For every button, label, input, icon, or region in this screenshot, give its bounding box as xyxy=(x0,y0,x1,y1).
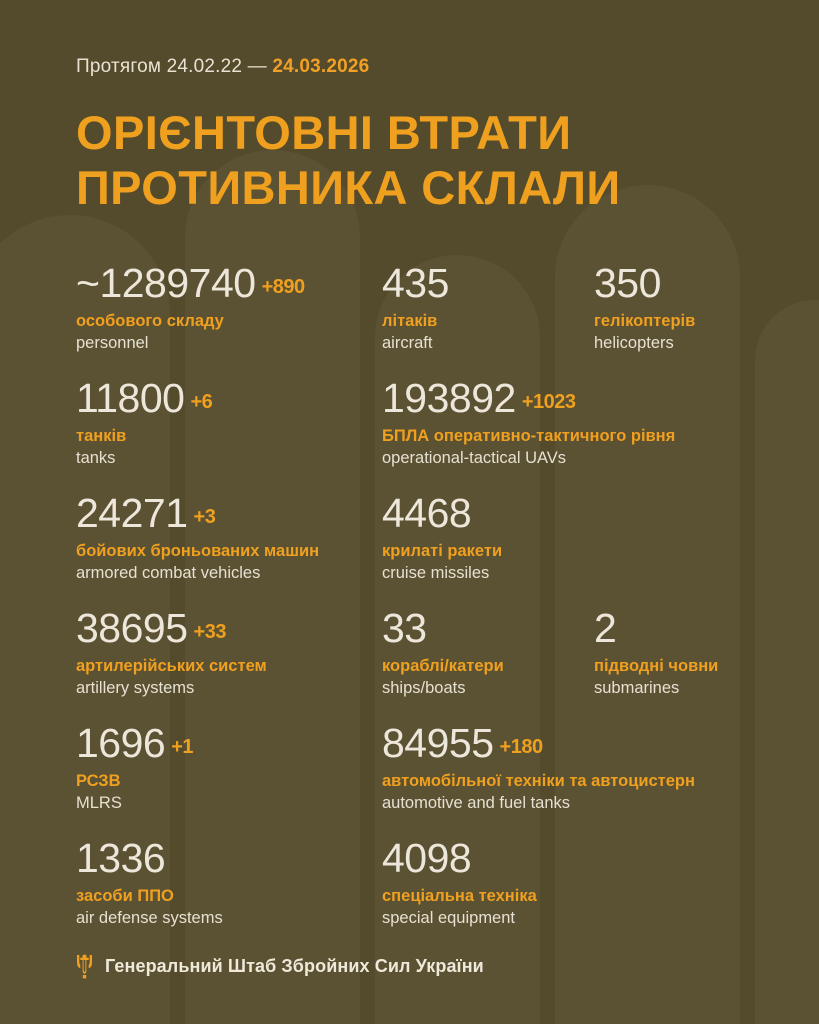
stat-value xyxy=(76,259,382,306)
stat-value xyxy=(382,722,712,765)
page-title xyxy=(76,106,759,216)
stat-label-ua: підводні човни xyxy=(594,657,719,676)
stat-item xyxy=(76,607,382,698)
period-start: Протягом 24.02.22 xyxy=(76,56,243,77)
stat-item xyxy=(76,837,382,928)
stat-label-ua: артилерійських систем xyxy=(76,657,267,676)
stat-number: 38695 xyxy=(76,605,188,652)
stats-row xyxy=(76,837,759,928)
stat-label-ua: літаків xyxy=(382,312,438,331)
title-line-1: ОРІЄНТОВНІ ВТРАТИ xyxy=(76,106,572,159)
stat-value xyxy=(382,837,712,880)
stat-value xyxy=(76,607,382,650)
stat-number: ~1289740 xyxy=(76,259,256,306)
period-dash: — xyxy=(247,56,267,77)
stat-delta: +3 xyxy=(193,506,216,529)
stat-label-en: artillery systems xyxy=(76,679,195,698)
losses-stats xyxy=(76,259,759,928)
stat-value xyxy=(594,607,794,650)
stat-item xyxy=(382,377,712,468)
stat-value xyxy=(76,837,382,880)
stat-item xyxy=(594,607,794,698)
stats-row xyxy=(76,492,759,583)
stat-label-en: automotive and fuel tanks xyxy=(382,794,571,813)
stat-item xyxy=(76,492,382,583)
trident-icon xyxy=(76,954,93,979)
stat-number: 24271 xyxy=(76,490,188,537)
period-line xyxy=(76,56,759,78)
stat-item xyxy=(594,259,794,353)
stat-value xyxy=(382,259,594,306)
stat-label-ua: засоби ППО xyxy=(76,887,174,906)
stat-value xyxy=(76,722,382,765)
stat-label-ua: кораблі/катери xyxy=(382,657,504,676)
stat-label-ua: БПЛА оперативно-тактичного рівня xyxy=(382,427,676,446)
stat-delta: +890 xyxy=(261,275,305,298)
stat-value xyxy=(594,259,794,306)
stat-delta: +180 xyxy=(499,736,543,759)
stat-value xyxy=(76,377,382,420)
stat-delta: +1023 xyxy=(521,391,576,414)
stat-label-ua: крилаті ракети xyxy=(382,542,503,561)
stat-number: 4098 xyxy=(382,835,472,882)
stat-number: 11800 xyxy=(76,375,185,422)
stats-row xyxy=(76,259,759,353)
stat-label-ua: танків xyxy=(76,427,127,446)
stat-label-en: cruise missiles xyxy=(382,564,490,583)
stat-label-ua: автомобільної техніки та автоцистерн xyxy=(382,772,695,791)
stat-label-en: submarines xyxy=(594,679,680,698)
stat-label-ua: особового складу xyxy=(76,312,224,331)
stat-item xyxy=(76,259,382,353)
stat-label-en: ships/boats xyxy=(382,679,466,698)
stat-item xyxy=(382,722,712,813)
stat-label-en: armored combat vehicles xyxy=(76,564,261,583)
stat-item xyxy=(76,377,382,468)
footer-text: Генеральний Штаб Збройних Сил України xyxy=(105,956,484,977)
stat-delta: +1 xyxy=(171,736,194,759)
stat-item xyxy=(382,837,712,928)
stats-row xyxy=(76,377,759,468)
stat-label-en: tanks xyxy=(76,449,116,468)
stat-label-en: air defense systems xyxy=(76,909,223,928)
stat-item xyxy=(382,259,594,353)
title-line-2: ПРОТИВНИКА СКЛАЛИ xyxy=(76,160,621,214)
stat-value xyxy=(382,492,712,535)
stat-number: 2 xyxy=(594,605,617,652)
footer xyxy=(76,954,759,979)
stat-label-en: MLRS xyxy=(76,794,122,813)
stat-value xyxy=(382,377,712,420)
stat-label-ua: бойових броньованих машин xyxy=(76,542,320,561)
stat-number: 84955 xyxy=(382,720,494,767)
stat-number: 350 xyxy=(594,259,661,306)
stat-delta: +6 xyxy=(190,391,213,414)
stat-label-en: personnel xyxy=(76,334,149,353)
period-end-date: 24.03.2026 xyxy=(272,56,370,77)
stat-item xyxy=(76,722,382,813)
stat-value xyxy=(76,492,382,535)
stat-item xyxy=(382,607,594,698)
stat-label-ua: гелікоптерів xyxy=(594,312,696,331)
stat-delta: +33 xyxy=(193,621,226,644)
stat-label-en: aircraft xyxy=(382,334,433,353)
stat-label-ua: спеціальна техніка xyxy=(382,887,537,906)
stat-label-ua: РСЗВ xyxy=(76,772,121,791)
stat-number: 1696 xyxy=(76,720,166,767)
stat-value xyxy=(382,607,594,650)
stat-label-en: helicopters xyxy=(594,334,674,353)
stat-number: 4468 xyxy=(382,490,472,537)
stat-label-en: operational-tactical UAVs xyxy=(382,449,567,468)
stat-item xyxy=(382,492,712,583)
stat-number: 33 xyxy=(382,605,427,652)
stat-number: 193892 xyxy=(382,375,516,422)
stat-number: 435 xyxy=(382,259,449,306)
stat-number: 1336 xyxy=(76,835,166,882)
stat-label-en: special equipment xyxy=(382,909,515,928)
stats-row xyxy=(76,607,759,698)
stats-row xyxy=(76,722,759,813)
